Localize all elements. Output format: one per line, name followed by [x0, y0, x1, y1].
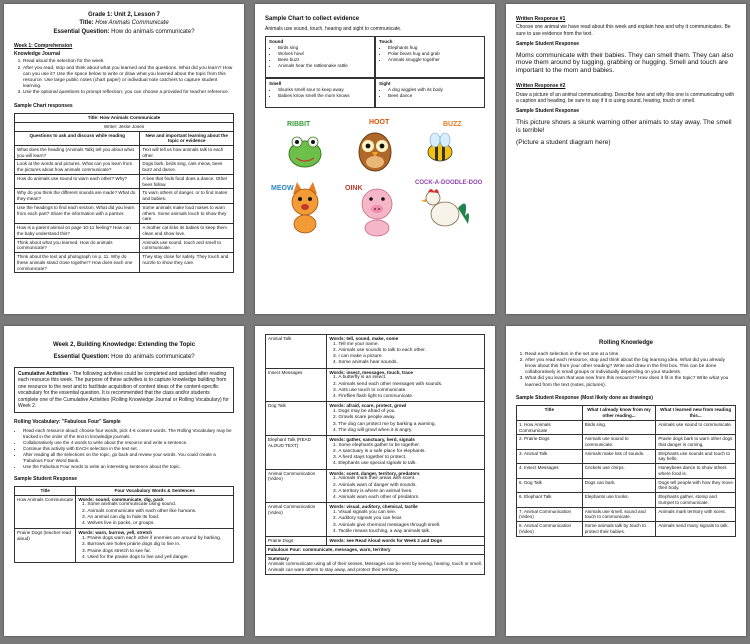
list-item: 1. Prairie dogs warn each other if enemies are around by barking. [87, 536, 231, 542]
list-item: 4. Elephants use special signals to talk. [338, 461, 482, 467]
pig-icon [362, 189, 392, 236]
vocab-words: Words: gather, sanctuary, herd, signals [329, 437, 415, 443]
list-item: 2. A sanctuary is a safe place for elephants. [338, 449, 482, 455]
table-cell: Insect Messages [266, 368, 327, 402]
table-cell: Animals use sound to communicate. [582, 435, 656, 449]
lesson-title [14, 20, 234, 28]
table-cell: Dogs can bark. [582, 478, 656, 492]
table-cell: Animals use sound, touch and smell to communicate. [140, 238, 234, 252]
document-page-1 [4, 4, 244, 314]
sound-word: MEOW [271, 184, 294, 192]
list-item: 4. Used for the prairie dogs to live and yell danger. [87, 555, 231, 561]
table-row [15, 495, 234, 529]
list-item: 4. Tactile means touching, a way animals talk. [338, 529, 482, 535]
table-title: Title: How Animals Communicate [15, 114, 234, 123]
table-cell: Some animals talk by touch to protect their babies. [582, 522, 656, 536]
essential-question [14, 354, 234, 362]
question-table [14, 113, 234, 273]
rolling-knowledge-heading: Rolling Knowledge [599, 340, 653, 346]
table-row [266, 537, 485, 546]
list-item: • After reading all the selections on the topic, go back and review your words. You could create a 'Fabulous Four' Word Bank. [23, 452, 234, 464]
table-cell: Prairie Dogs [266, 537, 327, 546]
table-row [266, 503, 485, 537]
table-cell: Birds sing. [582, 420, 656, 434]
cumulative-text: - The following activities could be completed and updated after reading each resource this week. The purpose of these activities is to capture knowledge building from one resource to the next and to facilitate acquisition of content ideas of the content-specific vocabulary for the essential question. It is recommended that the class and/or students complete one of the Cumulative Activities (Rolling Knowledge Journal or Rolling Vocabulary) for Week 2. [18, 371, 229, 409]
vocab-words: Words: afraid, scare, protect, growl [329, 403, 407, 409]
journal-heading: Knowledge Journal [14, 50, 61, 57]
table-author: Writer: Jesse Jones [15, 122, 234, 131]
list-item: • Bees dance [388, 93, 481, 99]
table-cell [266, 554, 485, 574]
table-cell: Animal Communication (Video) [266, 469, 327, 503]
list-item: 1. Some animals communicate using sound. [87, 502, 231, 508]
list-item: 1. Tell me your name. [338, 342, 482, 348]
sample-heading: Sample Student Response (Most likely done as drawings) [516, 394, 653, 401]
week-heading: Week 1: Comprehension [14, 42, 73, 49]
student-response-label: Sample Student Response [516, 41, 580, 48]
list-item: • A dog wiggles with its body [388, 87, 481, 93]
list-item: • Polar bears hug and grab [388, 51, 481, 57]
written-response-1: Written Response #1 [516, 16, 566, 22]
table-row [517, 420, 736, 434]
table-cell: 3. Animal Talk [517, 449, 583, 463]
quadrant-sound [265, 36, 375, 78]
table-cell: 6. Elephant Talk [517, 493, 583, 507]
table-cell [327, 436, 485, 470]
list-item: • Animals snuggle together [388, 57, 481, 63]
table-cell: Elephants use sounds and touch to say hello. [656, 449, 736, 463]
title-value: How Animals Communicate [95, 19, 169, 26]
list-item: 2. Burrows are holes prairie dogs dig to live in. [87, 542, 231, 548]
table-row [15, 224, 234, 238]
table-cell: Animals send many signals to talk. [656, 522, 736, 536]
table-cell: Elephants gather, stomp and trumpet to communicate. [656, 493, 736, 507]
table-cell [76, 529, 234, 563]
table-row [15, 238, 234, 252]
column-header: What I learned new from reading this... [656, 406, 736, 420]
rv-quote: "Fabulous Four" Sample [61, 419, 121, 426]
student-answer-2: This picture shows a skunk warning other animals to stay away. The smell is terrible! [516, 118, 732, 134]
table-cell [327, 402, 485, 436]
table-cell: 8. Animal Communication (Video) [517, 522, 583, 536]
table-row [266, 335, 485, 369]
table-row [517, 507, 736, 521]
table-row [15, 160, 234, 174]
list-item: 4. Fireflies flash light to communicate. [338, 394, 482, 400]
eq-label: Essential Question: [53, 353, 110, 360]
sound-word: HOOT [369, 118, 390, 126]
table-row [15, 146, 234, 160]
list-item: • Elephants hug [388, 45, 481, 51]
vocab-words: Words: insect, messages, touch, trace [329, 369, 413, 375]
table-cell: Animals mark territory with scent. [656, 507, 736, 521]
list-item: 3. The dog can protect me by barking a warning. [338, 422, 482, 428]
cumulative-label: Cumulative Activities [18, 371, 69, 377]
list-item: • Babies know smell the mom knows [278, 93, 371, 99]
table-cell: Prairie dogs bark to warn other dogs that danger is coming. [656, 435, 736, 449]
vocabulary-table-continued [265, 334, 485, 575]
list-item: 3. A territory is where an animal lives. [338, 489, 482, 495]
list-item: 2. Growls scare people away. [338, 415, 482, 421]
list-item: 2. Animals warn of danger with sounds. [338, 483, 482, 489]
vocab-words: Words: tell, sound, make, some [329, 336, 399, 341]
sound-word: RIBBIT [287, 120, 311, 128]
eq-value: How do animals communicate? [111, 353, 195, 360]
table-cell: What does the heading (Animals Talk) tell you about what you will learn? [15, 146, 140, 160]
evidence-subheading: Animals use sound, touch, hearing and sight to communicate. [265, 25, 402, 32]
table-row [517, 493, 736, 507]
fabulous-four-label: Fabulous Four: [268, 546, 302, 552]
vocab-words: Words: see Read Aloud words for Week 2 and Dogs [329, 538, 443, 544]
animals-clipart [265, 112, 485, 242]
table-row [517, 522, 736, 536]
list-item: 1. Animals mark their areas with scent. [338, 476, 482, 482]
table-cell [327, 368, 485, 402]
quadrant-smell [265, 78, 375, 108]
table-row [266, 436, 485, 470]
table-row [517, 478, 736, 492]
list-item: • Wolves howl [278, 51, 371, 57]
table-cell: Honeybees dance to show others where food is. [656, 464, 736, 478]
table-cell: 2. Prairie Dogs [517, 435, 583, 449]
table-row [517, 435, 736, 449]
quadrant-sight [375, 78, 485, 108]
table-row [266, 368, 485, 402]
list-item: • Bees buzz [278, 57, 371, 63]
table-cell: Animal Talk [266, 335, 327, 369]
list-item: • Read each resource aloud; choose four words, pick 4-6 content words. The Rolling Vocabulary may be tracked in the order of the text in knowledge journals. [23, 428, 234, 440]
table-cell [327, 503, 485, 537]
table-cell: Prairie Dogs (teacher read aloud) [15, 529, 76, 563]
eq-value: How do animals communicate? [111, 29, 195, 35]
table-row [517, 449, 736, 463]
bee-icon [428, 133, 452, 161]
quadrant-title: Sight [379, 80, 391, 86]
list-item: 1. Dogs may be afraid of you. [338, 409, 482, 415]
list-item: 3. What did you learn that was new from this resource? How does it fit in the topic? Write what you learned from the text (notes, pictures). [525, 376, 736, 388]
evidence-chart [265, 36, 485, 108]
list-item: 3. Prairie dogs stretch to see far. [87, 549, 231, 555]
table-cell: 7. Animal Communication (Video) [517, 507, 583, 521]
table-cell: Use the headings to find each section. What did you learn from each part? Share the information with a partner. [15, 203, 140, 223]
eq-label: Essential Question: [53, 29, 110, 35]
quadrant-title: Touch [379, 38, 393, 44]
column-header: Questions to ask and discuss while reading [15, 131, 140, 145]
column-header: Title [15, 486, 76, 495]
table-cell: How Animals Communicate [15, 495, 76, 529]
student-response-label: Sample Student Response [516, 108, 580, 115]
quadrant-touch [375, 36, 485, 78]
fabulous-four-words: communicate, messages, warn, territory [302, 546, 391, 552]
table-cell: They stay close for safety. They touch and nuzzle to show they care. [140, 253, 234, 273]
journal-steps [14, 59, 234, 96]
rooster-icon [421, 189, 469, 226]
list-item: 3. Use the optional questions to prompt reflection; you can choose a provided for teacher reference. [23, 90, 234, 96]
table-cell: How is a parent animal on page 10-11 feeling? How can the baby understand this? [15, 224, 140, 238]
list-item: 3. Ants use touch to communicate. [338, 388, 482, 394]
list-item: 2. Animals send each other messages with sounds. [338, 382, 482, 388]
table-row [15, 203, 234, 223]
document-page-2 [255, 4, 495, 314]
list-item: 4. Wolves live in packs, or groups. [87, 521, 231, 527]
quadrant-title: Sound [269, 38, 284, 44]
table-cell: 4. Insect Messages [517, 464, 583, 478]
vocab-words: Words: visual, auditory, chemical, tactile [329, 504, 418, 510]
written-response-2-prompt: Draw a picture of an animal communicating. Describe how and why this one is communicating with a caption and heading, be sure to say if it is using sound, hearing, touch or smell. [516, 91, 735, 105]
list-item: 4. Some animals hear sounds. [338, 360, 482, 366]
sound-word: OINK [345, 184, 363, 192]
cat-icon [292, 182, 318, 233]
chart-heading: Sample Chart responses [14, 102, 73, 109]
list-item: 2. After you read each resource, stop and think about the big learning idea. What did you already know about this from your other reading? Write and draw in the first box. This can be done collaboratively in small groups or individually depending on your students. [525, 358, 736, 377]
list-item: • Birds sing [278, 45, 371, 51]
list-item: 3. A herd stays together to protect. [338, 455, 482, 461]
table-row [15, 529, 234, 563]
list-item: 2. Animals communicate with each other like humans. [87, 509, 231, 515]
column-header: New and important learning about the topic or evidence [140, 131, 234, 145]
rolling-vocabulary-heading [14, 419, 234, 425]
table-row [15, 189, 234, 203]
table-row [15, 174, 234, 188]
table-row [266, 545, 485, 554]
evidence-heading: Sample Chart to collect evidence [265, 16, 360, 22]
table-cell: Elephant Talk (READ ALOUD TEXT) [266, 436, 327, 470]
animal-sounds-illustration [265, 112, 485, 242]
list-item: • Skunks smell sour to keep away [278, 87, 371, 93]
table-cell: Some animals make loud noises to warn others. Some animals touch to show they care. [140, 203, 234, 223]
table-cell: Animals make lots of sounds. [582, 449, 656, 463]
table-cell: Animals use smell, sound and touch to communicate. [582, 507, 656, 521]
table-cell: Animals use sound to communicate. [656, 420, 736, 434]
column-header: Four Vocabulary Words & Sentences [76, 486, 234, 495]
table-cell [76, 495, 234, 529]
written-response-2: Written Response #2 [516, 83, 566, 90]
grade-line: Grade 1: Unit 2, Lesson 7 [87, 12, 161, 18]
list-item: • Use the Fabulous Four words to write an interesting sentence about the topic. [23, 464, 234, 470]
table-cell: Why do you think the different sounds are made? What do they mean? [15, 189, 140, 203]
document-page-5 [255, 326, 495, 636]
column-header: What I already know from my other reading... [582, 406, 656, 420]
table-cell: To warn others of danger, or to find mates and babies. [140, 189, 234, 203]
table-cell: 1. How Animals Communicate [517, 420, 583, 434]
list-item: 2. Animals use sounds to talk to each other. [338, 348, 482, 354]
list-item: 1. Read each selection in the set one at a time. [525, 352, 736, 358]
vocabulary-table [14, 486, 234, 563]
sample-heading: Sample Student Response [14, 475, 78, 482]
vocab-words: Words: scent, danger, territory, predators [329, 470, 420, 476]
list-item: 3. An animal can dig to hide its food. [87, 515, 231, 521]
table-row [15, 253, 234, 273]
list-item: 1. Some elephants gather to be together. [338, 443, 482, 449]
table-cell: Crickets use chirps. [582, 464, 656, 478]
list-item: 1. A butterfly is an insect. [338, 375, 482, 381]
table-cell: Dogs bark, birds sing, cats meow, bees buzz and dance. [140, 160, 234, 174]
list-item: • Animals hear the rattlesnake rattle [278, 63, 371, 69]
rv-label: Rolling Vocabulary: [14, 419, 61, 426]
table-cell: Think about what you learned. How do animals communicate? [15, 238, 140, 252]
rolling-vocabulary-steps [14, 428, 234, 470]
table-cell: Think about the text and photograph on p. 11. Why do these animals stand close together? How does each one communicate? [15, 253, 140, 273]
sound-word: BUZZ [443, 120, 462, 128]
rolling-knowledge-steps [516, 352, 736, 389]
quadrant-title: Smell [269, 80, 282, 86]
vocab-words: Words: sound, communicate, dig, pack [78, 496, 164, 502]
list-item: 3. Animals give chemical messages through smell. [338, 523, 482, 529]
table-cell: Dogs tell people with how they move their body. [656, 478, 736, 492]
list-item: 3. I can make a picture. [338, 354, 482, 360]
list-item: 2. After you read, stop and think about what you learned and the questions. What did you learn? How can you use it? Use the space below to write or draw what you learned about the topic from this resource. Use large public notes (chart paper) or individual note catchers to capture student learning. [23, 66, 234, 91]
list-item: 4. Animals warn each other of predators. [338, 495, 482, 501]
list-item: 4. The dog will growl when it is angry. [338, 428, 482, 434]
table-cell: A mother cat licks its babies to keep them clean and show love. [140, 224, 234, 238]
title-label: Title: [79, 19, 94, 26]
list-item: • Collaboratively use the 4 words to write about the resource and write a sentence. [23, 440, 234, 446]
summary-text: Animals communicate using all of their senses. Messages can be sent by seeing, hearing, touch or smell. Animals can warn others to stay away, and protect their territory. [268, 561, 482, 572]
week-2-heading: Week 2, Building Knowledge: Extending the Topic [52, 342, 196, 348]
table-cell: How do animals use sound to warn each other? Why? [15, 174, 140, 188]
owl-icon [359, 133, 391, 171]
written-response-1-prompt: Choose one animal we have read about this week and explain how and why it communicates. Be sure to use evidence from the text. [516, 24, 731, 37]
student-answer-1: Moms communicate with their babies. They can smell them. They can also move them around by tugging, grabbing or hugging. Smell and touch are important to the mom and babies. [516, 51, 734, 75]
table-cell: A bee that finds food does a dance. Other bees follow. [140, 174, 234, 188]
table-cell: Dog Talk [266, 402, 327, 436]
list-item: • Continue this activity with EACH selection in the text set. [23, 446, 234, 452]
table-cell: Look at the words and pictures. What can you learn from the pictures about how animals communicate? [15, 160, 140, 174]
rolling-knowledge-table [516, 405, 736, 536]
table-row [266, 469, 485, 503]
table-row [517, 464, 736, 478]
list-item: 2. Auditory signals you can hear. [338, 516, 482, 522]
table-cell [327, 537, 485, 546]
table-cell [327, 335, 485, 369]
table-row [266, 402, 485, 436]
table-cell: Elephants use trunks. [582, 493, 656, 507]
column-header: Title [517, 406, 583, 420]
diagram-placeholder: (Picture a student diagram here) [516, 138, 611, 146]
table-cell [327, 469, 485, 503]
list-item: 1. Visual signals you can see. [338, 510, 482, 516]
document-page-6 [506, 326, 746, 636]
table-row [266, 554, 485, 574]
table-cell: Animal Communication (Video) [266, 503, 327, 537]
list-item: 1. Read aloud the selection for the week. [23, 59, 234, 65]
frog-icon [289, 137, 321, 167]
table-cell: Text will tell us how animals talk to each other. [140, 146, 234, 160]
document-page-4 [4, 326, 244, 636]
sound-word: COCK-A-DOODLE-DOO [415, 179, 483, 186]
cumulative-box [14, 367, 234, 413]
essential-question [14, 29, 234, 37]
document-page-3 [506, 4, 746, 314]
vocab-words: Words: warn, burrow, yell, stretch [78, 530, 153, 536]
table-cell [266, 545, 485, 554]
table-cell: 5. Dog Talk [517, 478, 583, 492]
summary-label: Summary [268, 555, 289, 561]
